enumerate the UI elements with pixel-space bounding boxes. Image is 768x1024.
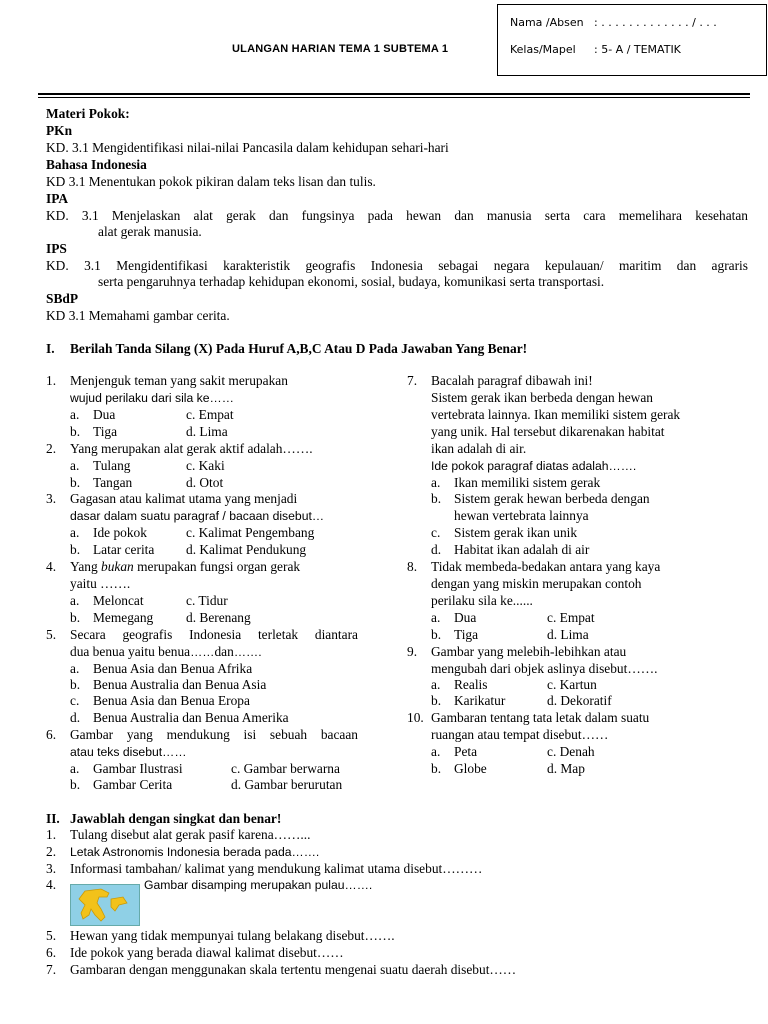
eq3-text: Informasi tambahan/ kalimat yang mendukung kalimat utama disebut……… xyxy=(70,861,483,876)
q1-option-b-letter[interactable]: b. xyxy=(70,424,81,439)
q4-text-part2: merupakan fungsi organ gerak xyxy=(133,559,301,574)
q4-option-d[interactable]: d. Berenang xyxy=(186,610,251,625)
q8-option-d[interactable]: d. Lima xyxy=(547,627,589,642)
q7-text-line1: Bacalah paragraf dibawah ini! xyxy=(431,373,593,388)
q8-number: 8. xyxy=(407,559,418,574)
q5-option-b[interactable]: Benua Australia dan Benua Asia xyxy=(93,677,267,692)
sbdp-kd: KD 3.1 Memahami gambar cerita. xyxy=(46,308,230,323)
q8-option-b-letter[interactable]: b. xyxy=(431,627,442,642)
eq6-text: Ide pokok yang berada diawal kalimat disebut…… xyxy=(70,945,344,960)
q8-option-b[interactable]: Tiga xyxy=(454,627,479,642)
q5-option-c-letter[interactable]: c. xyxy=(70,693,80,708)
q4-option-b-letter[interactable]: b. xyxy=(70,610,81,625)
q2-option-a-letter[interactable]: a. xyxy=(70,458,80,473)
q6-text-line2: atau teks disebut…… xyxy=(70,745,187,759)
test-title: ULANGAN HARIAN TEMA 1 SUBTEMA 1 xyxy=(232,43,449,55)
section1-title: Berilah Tanda Silang (X) Pada Huruf A,B,C Atau D Pada Jawaban Yang Benar! xyxy=(70,341,528,356)
q4-text-line1 xyxy=(70,559,300,576)
q10-number: 10. xyxy=(407,710,424,725)
q10-option-b[interactable]: Globe xyxy=(454,761,487,776)
q4-text-emphasis: bukan xyxy=(101,559,134,574)
q2-option-b[interactable]: Tangan xyxy=(93,475,133,490)
q6-option-c[interactable]: c. Gambar berwarna xyxy=(231,761,340,776)
q8-text-line2: dengan yang miskin merupakan contoh xyxy=(431,576,642,591)
ips-kd-line1: KD. 3.1 Mengidentifikasi karakteristik geografis Indonesia sebagai negara kepulauan/ maritim dan agraris xyxy=(46,258,748,273)
q1-option-a-letter[interactable]: a. xyxy=(70,407,80,422)
q2-number: 2. xyxy=(46,441,57,456)
q2-option-a[interactable]: Tulang xyxy=(93,458,131,473)
q6-text-line1: Gambar yang mendukung isi sebuah bacaan xyxy=(70,727,358,742)
q6-option-a[interactable]: Gambar Ilustrasi xyxy=(93,761,183,776)
q1-option-c[interactable]: c. Empat xyxy=(186,407,234,422)
q3-text-line1: Gagasan atau kalimat utama yang menjadi xyxy=(70,491,298,506)
q1-option-a[interactable]: Dua xyxy=(93,407,116,422)
eq6-number: 6. xyxy=(46,945,57,960)
q3-option-a[interactable]: Ide pokok xyxy=(93,525,147,540)
q3-option-a-letter[interactable]: a. xyxy=(70,525,80,540)
q1-option-b[interactable]: Tiga xyxy=(93,424,118,439)
eq1-text: Tulang disebut alat gerak pasif karena……... xyxy=(70,827,311,842)
q9-option-b-letter[interactable]: b. xyxy=(431,693,442,708)
q4-option-b[interactable]: Memegang xyxy=(93,610,154,625)
q8-text-line3: perilaku sila ke...... xyxy=(431,593,533,608)
class-label: Kelas/Mapel xyxy=(510,43,576,56)
q10-option-d[interactable]: d. Map xyxy=(547,761,585,776)
q8-text-line1: Tidak membeda-bedakan antara yang kaya xyxy=(431,559,661,574)
q9-option-d[interactable]: d. Dekoratif xyxy=(547,693,612,708)
island-map-image xyxy=(70,884,140,926)
q2-option-b-letter[interactable]: b. xyxy=(70,475,81,490)
q6-option-a-letter[interactable]: a. xyxy=(70,761,80,776)
q4-number: 4. xyxy=(46,559,57,574)
q10-option-b-letter[interactable]: b. xyxy=(431,761,442,776)
eq5-text: Hewan yang tidak mempunyai tulang belakang disebut……. xyxy=(70,928,395,943)
q7-option-b-line1[interactable]: Sistem gerak hewan berbeda dengan xyxy=(454,491,650,506)
section2-numeral: II. xyxy=(46,811,60,826)
materi-heading: Materi Pokok: xyxy=(46,106,130,121)
q9-option-b[interactable]: Karikatur xyxy=(454,693,506,708)
island-map-svg xyxy=(71,885,139,925)
q3-text-line2: dasar dalam suatu paragraf / bacaan disebut… xyxy=(70,509,325,523)
q3-option-b-letter[interactable]: b. xyxy=(70,542,81,557)
q7-option-b-line2[interactable]: hewan vertebrata lainnya xyxy=(454,508,589,523)
q5-option-a-letter[interactable]: a. xyxy=(70,661,80,676)
q7-option-c-letter[interactable]: c. xyxy=(431,525,441,540)
q2-text-line1: Yang merupakan alat gerak aktif adalah……. xyxy=(70,441,313,456)
section2-title: Jawablah dengan singkat dan benar! xyxy=(70,811,282,826)
q9-option-a[interactable]: Realis xyxy=(454,677,488,692)
q8-option-a-letter[interactable]: a. xyxy=(431,610,441,625)
q7-number: 7. xyxy=(407,373,418,388)
pkn-heading: PKn xyxy=(46,123,73,138)
q8-option-c[interactable]: c. Empat xyxy=(547,610,595,625)
student-id-box xyxy=(497,4,767,76)
q7-paragraph-line3: yang unik. Hal tersebut dikarenakan habitat xyxy=(431,424,665,439)
q5-blank2: ……. xyxy=(233,645,262,659)
ipa-kd-line1: KD. 3.1 Menjelaskan alat gerak dan fungsinya pada hewan dan manusia serta cara memelihara kesehatan xyxy=(46,208,748,223)
eq3-number: 3. xyxy=(46,861,57,876)
q5-text-line2 xyxy=(70,644,262,661)
pkn-kd: KD. 3.1 Mengidentifikasi nilai-nilai Pancasila dalam kehidupan sehari-hari xyxy=(46,140,449,155)
q2-option-d[interactable]: d. Otot xyxy=(186,475,224,490)
q3-option-c[interactable]: c. Kalimat Pengembang xyxy=(186,525,315,540)
header-rule-thin xyxy=(38,97,750,98)
q7-option-d[interactable]: Habitat ikan adalah di air xyxy=(454,542,590,557)
q10-text-line1: Gambaran tentang tata letak dalam suatu xyxy=(431,710,650,725)
q3-option-d[interactable]: d. Kalimat Pendukung xyxy=(186,542,307,557)
q7-option-d-letter[interactable]: d. xyxy=(431,542,442,557)
q7-paragraph-line1: Sistem gerak ikan berbeda dengan hewan xyxy=(431,390,653,405)
name-label: Nama /Absen xyxy=(510,16,584,29)
eq7-text: Gambaran dengan menggunakan skala tertentu mengenai suatu daerah disebut…… xyxy=(70,962,517,977)
q3-option-b[interactable]: Latar cerita xyxy=(93,542,155,557)
class-row xyxy=(510,43,681,56)
q10-option-a-letter[interactable]: a. xyxy=(431,744,441,759)
q6-option-b[interactable]: Gambar Cerita xyxy=(93,777,173,792)
q7-paragraph-line2: vertebrata lainnya. Ikan memiliki sistem gerak xyxy=(431,407,681,422)
q7-option-a-letter[interactable]: a. xyxy=(431,475,441,490)
name-value[interactable]: : . . . . . . . . . . . . . / . . . xyxy=(594,16,717,29)
name-row xyxy=(510,16,717,29)
q3-number: 3. xyxy=(46,491,57,506)
island-peninsula-shape xyxy=(111,897,127,911)
q6-option-d[interactable]: d. Gambar berurutan xyxy=(231,777,343,792)
q5-option-a[interactable]: Benua Asia dan Benua Afrika xyxy=(93,661,253,676)
header-rule xyxy=(38,93,750,95)
q5-option-c[interactable]: Benua Asia dan Benua Eropa xyxy=(93,693,250,708)
q9-option-a-letter[interactable]: a. xyxy=(431,677,441,692)
bi-heading: Bahasa Indonesia xyxy=(46,157,147,172)
q7-option-a[interactable]: Ikan memiliki sistem gerak xyxy=(454,475,601,490)
q10-option-c[interactable]: c. Denah xyxy=(547,744,595,759)
ipa-kd-line2: alat gerak manusia. xyxy=(98,224,202,239)
q5-option-b-letter[interactable]: b. xyxy=(70,677,81,692)
island-shape xyxy=(79,889,109,921)
eq1-number: 1. xyxy=(46,827,57,842)
q7-paragraph-line4: ikan adalah di air. xyxy=(431,441,527,456)
q5-option-d[interactable]: Benua Australia dan Benua Amerika xyxy=(93,710,289,725)
class-value: : 5- A / TEMATIK xyxy=(594,43,681,56)
q1-number: 1. xyxy=(46,373,57,388)
bi-kd: KD 3.1 Menentukan pokok pikiran dalam teks lisan dan tulis. xyxy=(46,174,376,189)
q6-number: 6. xyxy=(46,727,57,742)
q8-option-a[interactable]: Dua xyxy=(454,610,477,625)
q1-text-line2: wujud perilaku dari sila ke…… xyxy=(70,391,234,405)
q4-text-line2: yaitu ……. xyxy=(70,576,131,591)
eq7-number: 7. xyxy=(46,962,57,977)
q5-number: 5. xyxy=(46,627,57,642)
q4-option-a[interactable]: Meloncat xyxy=(93,593,144,608)
q2-option-c[interactable]: c. Kaki xyxy=(186,458,225,473)
q4-text-part1: Yang xyxy=(70,559,102,574)
eq2-number: 2. xyxy=(46,844,57,859)
q7-option-c[interactable]: Sistem gerak ikan unik xyxy=(454,525,578,540)
q4-option-c[interactable]: c. Tidur xyxy=(186,593,228,608)
q5-option-d-letter[interactable]: d. xyxy=(70,710,81,725)
sbdp-heading: SBdP xyxy=(46,291,79,306)
q9-option-c[interactable]: c. Kartun xyxy=(547,677,597,692)
q5-text-part1: dua benua yaitu benua xyxy=(70,644,191,659)
eq5-number: 5. xyxy=(46,928,57,943)
eq4-text: Gambar disamping merupakan pulau……. xyxy=(144,878,373,892)
ipa-heading: IPA xyxy=(46,191,69,206)
q9-text-line2: mengubah dari objek aslinya disebut……. xyxy=(431,661,658,676)
q6-option-b-letter[interactable]: b. xyxy=(70,777,81,792)
q1-option-d[interactable]: d. Lima xyxy=(186,424,228,439)
q5-blank1: …… xyxy=(190,645,215,659)
q1-text-line1: Menjenguk teman yang sakit merupakan xyxy=(70,373,288,388)
q5-text-line1: Secara geografis Indonesia terletak diantara xyxy=(70,627,358,642)
q9-number: 9. xyxy=(407,644,418,659)
eq4-number: 4. xyxy=(46,877,57,892)
q10-text-line2: ruangan atau tempat disebut…… xyxy=(431,727,609,742)
ips-heading: IPS xyxy=(46,241,67,256)
q4-option-a-letter[interactable]: a. xyxy=(70,593,80,608)
eq2-text: Letak Astronomis Indonesia berada pada……. xyxy=(70,845,320,859)
q7-question: Ide pokok paragraf diatas adalah……. xyxy=(431,459,637,473)
q7-option-b-letter[interactable]: b. xyxy=(431,491,442,506)
section1-numeral: I. xyxy=(46,341,55,356)
q5-text-part2: dan xyxy=(214,644,234,659)
q10-option-a[interactable]: Peta xyxy=(454,744,478,759)
ips-kd-line2: serta pengaruhnya terhadap kehidupan ekonomi, sosial, budaya, komunikasi serta transportasi. xyxy=(98,274,605,289)
q9-text-line1: Gambar yang melebih-lebihkan atau xyxy=(431,644,627,659)
